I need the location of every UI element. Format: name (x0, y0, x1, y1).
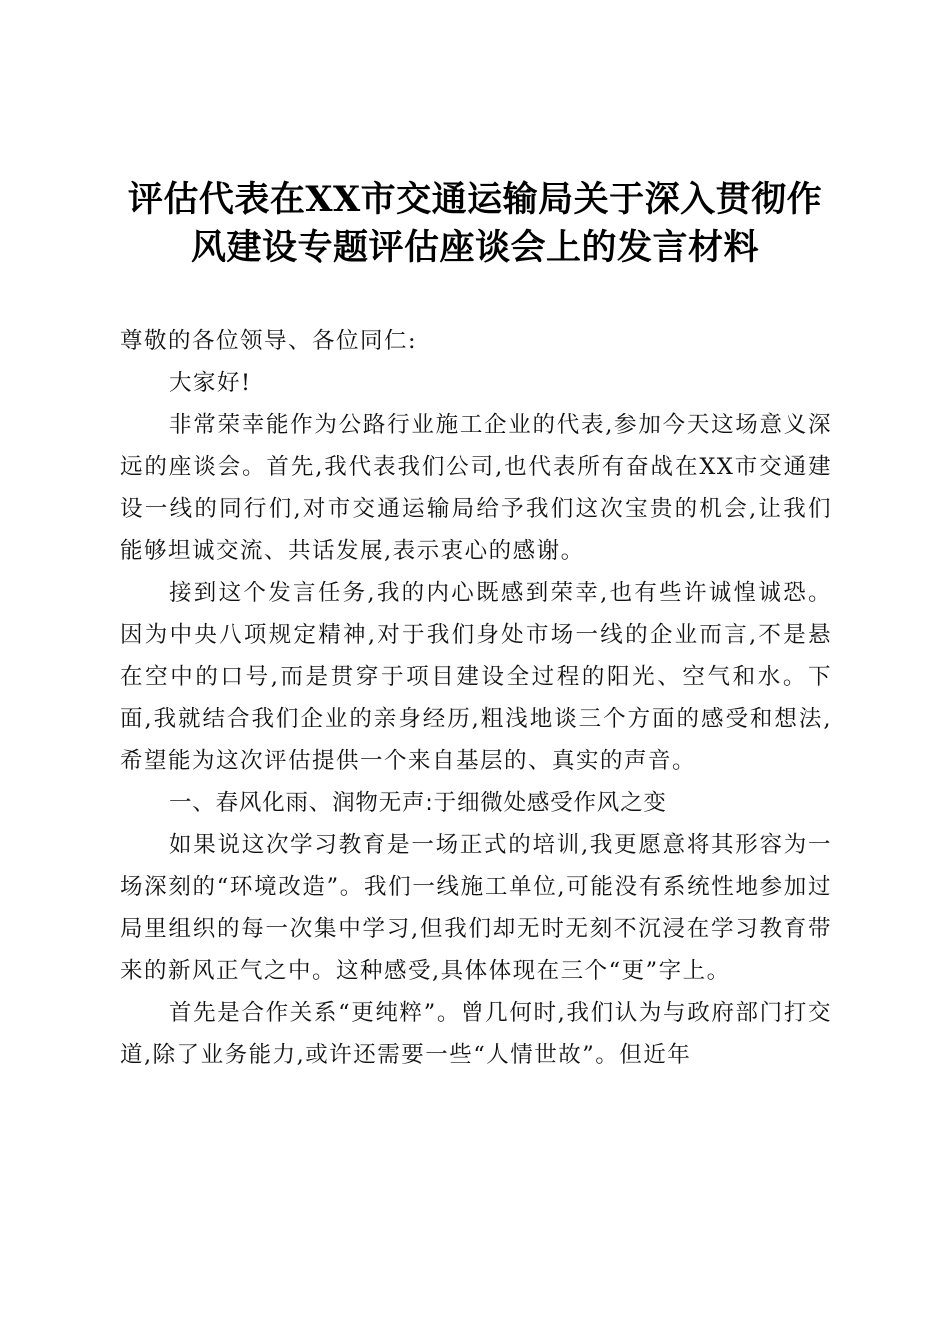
paragraph-task: 接到这个发言任务,我的内心既感到荣幸,也有些许诚惶诚恐。因为中央八项规定精神,对于我们身处市场一线的企业而言,不是悬在空中的口号,而是贯穿于项目建设全过程的阳光、空气和水。下面,我就结合我们企业的亲身经历,粗浅地谈三个方面的感受和想法,希望能为这次评估提供一个来自基层的、真实的声音。 (120, 580, 832, 774)
paragraph-intro: 非常荣幸能作为公路行业施工企业的代表,参加今天这场意义深远的座谈会。首先,我代表我们公司,也代表所有奋战在XX市交通建设一线的同行们,对市交通运输局给予我们这次宝贵的机会,让我们能够坦诚交流、共话发展,表示衷心的感谢。 (120, 412, 832, 564)
document-title (100, 176, 850, 272)
paragraph-section-2: 首先是合作关系“更纯粹”。曾几何时,我们认为与政府部门打交道,除了业务能力,或许还需要一些“人情世故”。但近年 (120, 1000, 832, 1068)
title-line-2: 风建设专题评估座谈会上的发言材料 (190, 227, 759, 268)
salutation: 尊敬的各位领导、各位同仁: (120, 328, 418, 354)
document-body (120, 320, 832, 1076)
title-line-1: 评估代表在XX市交通运输局关于深入贯彻作 (127, 179, 823, 220)
section-heading: 一、春风化雨、润物无声:于细微处感受作风之变 (169, 790, 667, 816)
paragraph-section-1: 如果说这次学习教育是一场正式的培训,我更愿意将其形容为一场深刻的“环境改造”。我们一线施工单位,可能没有系统性地参加过局里组织的每一次集中学习,但我们却无时无刻不沉浸在学习教育带来的新风正气之中。这种感受,具体体现在三个“更”字上。 (120, 832, 832, 984)
greeting: 大家好! (169, 370, 252, 396)
